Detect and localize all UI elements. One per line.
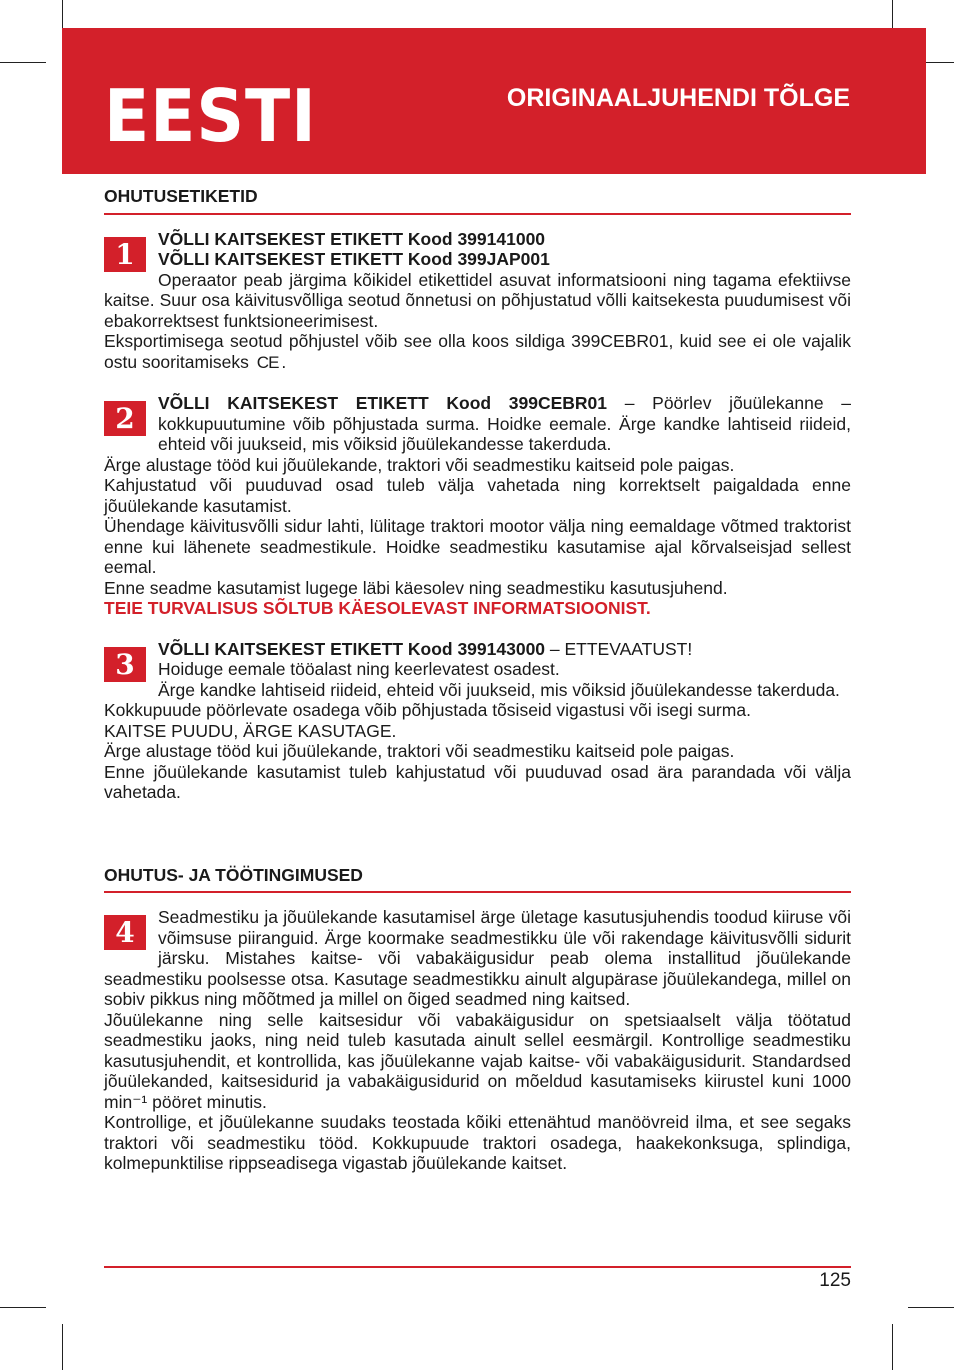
paragraph: Kokkupuude pöörlevate osadega võib põhjustada tõsiseid vigastusi või isegi surma.: [104, 700, 751, 720]
footer-divider: [104, 1266, 851, 1268]
paragraph-text: Eksportimisega seotud põhjustel võib see olla koos sildiga 399CEBR01, kuid see ei ole vajalik ostu sooritamiseks: [104, 331, 851, 372]
paragraph: Kahjustatud või puuduvad osad tuleb välja vahetada ning korrektselt paigaldada enne jõuülekande kasutamist.: [104, 475, 851, 516]
section-heading-operating-conditions: OHUTUS- JA TÖÖTINGIMUSED: [104, 861, 851, 894]
item-title-line: [104, 639, 851, 660]
label-item-3: [104, 639, 851, 803]
page-number: 125: [819, 1270, 851, 1291]
item-number-badge: 3: [104, 647, 146, 682]
crop-mark: [892, 1324, 893, 1370]
crop-mark: [908, 1307, 954, 1308]
paragraph: Enne jõuülekande kasutamist tuleb kahjustatud või puuduvad osad ära parandada või välja vahetada.: [104, 761, 851, 802]
paragraph: [104, 393, 851, 455]
paragraph: Seadmestiku ja jõuülekande kasutamisel ärge ületage kasutusjuhendis toodud kiiruse või võimsuse piiranguid. Ärge koormake seadmestikku üle või rakendage käivitusvõlli sidurit järsku. Mistahes kaitse- või vabakäigusidur peab olema installitud jõuülekande seadmestiku poolsesse otsa. Kasutage seadmestikku ainult algupärase jõuülekandega, millel on sobiv pikkus ning mõõtmed ja millel on õiged seadmed ning kaitsed.: [104, 907, 851, 1009]
warning-text: TEIE TURVALISUS SÕLTUB KÄESOLEVAST INFORMATSIOONIST.: [104, 598, 651, 618]
paragraph: [104, 331, 851, 373]
label-item-1: [104, 229, 851, 374]
paragraph: KAITSE PUUDU, ÄRGE KASUTAGE.: [104, 720, 397, 741]
item-title: VÕLLI KAITSEKEST ETIKETT Kood 399JAP001: [158, 249, 550, 269]
crop-mark: [0, 1307, 46, 1308]
paragraph: Ärge alustage tööd kui jõuülekande, traktori või seadmestiku kaitseid pole paigas.: [104, 741, 735, 761]
item-title-rest: – Pöörlev jõuülekanne – kokkupuutumine võib põhjustada surma. Hoidke eemale. Ärge kandke lahtiseid riideid, ehteid või juukseid, mis võiksid jõuülekandesse takerduda.: [158, 393, 851, 454]
item-title: VÕLLI KAITSEKEST ETIKETT Kood 399CEBR01: [158, 393, 608, 413]
item-number-badge: 1: [104, 237, 146, 272]
paragraph: Enne seadme kasutamist lugege läbi käesolev ning seadmestiku kasutusjuhend.: [104, 577, 728, 598]
paragraph: Ärge alustage tööd kui jõuülekande, traktori või seadmestiku kaitseid pole paigas.: [104, 454, 735, 475]
paragraph: Jõuülekanne ning selle kaitsesidur või vabakäigusidur on spetsiaalselt välja töötatud seadmestiku jaoks, ning neid tuleb kasutada ainult sellel eesmärgil. Kontrollige seadmestiku kasutusjuhendit, et kontrollida, kas jõuülekanne vajab kaitse- või vabakäigusidurit. Standardsed jõuülekanded, kaitsesidurid ja vabakäigusidurid on mõeldud kasutamiseks kiirustel kuni 1000 min⁻¹ pööret minutis.: [104, 1009, 851, 1112]
item-title-rest: – ETTEVAATUST!: [545, 638, 693, 659]
paragraph: Kontrollige, et jõuülekanne suudaks teostada kõiki ettenähtud manöövreid ilma, et see segaks traktori või seadmestiku tööd. Kokkupuude traktori osadega, haakekonksuga, splindiga, kolmepunktilise rippseadisega vigastab jõuülekande kaitset.: [104, 1112, 851, 1173]
crop-mark: [62, 1324, 63, 1370]
page-content: [104, 182, 851, 1194]
section-heading-safety-labels: OHUTUSETIKETID: [104, 182, 851, 215]
ce-mark-icon: CE: [256, 352, 279, 372]
label-item-2: [104, 393, 851, 619]
crop-mark: [0, 62, 46, 63]
item-number-badge: 2: [104, 401, 146, 436]
paragraph: Ühendage käivitusvõlli sidur lahti, lülitage traktori mootor välja ning eemaldage võtmed traktorist enne kui lähenete seadmestikule. Hoidke seadmestiku kasutamise ajal kõrvalseisjad sellest eemal.: [104, 516, 851, 577]
document-subtitle: ORIGINAALJUHENDI TÕLGE: [506, 84, 850, 112]
paragraph: Ärge kandke lahtiseid riideid, ehteid või juukseid, mis võiksid jõuülekandesse takerduda.: [158, 679, 840, 700]
paragraph: Operaator peab järgima kõikidel etikettidel asuvat informatsiooni ning tagama efektiivse kaitse. Suur osa käivitusvõlliga seotud õnnetusi on põhjustatud võlli kaitsekesta puudumisest või ebakorrektsest funktsioneerimisest.: [104, 269, 851, 331]
item-title: VÕLLI KAITSEKEST ETIKETT Kood 399141000: [158, 228, 546, 249]
item-title: VÕLLI KAITSEKEST ETIKETT Kood 399143000: [158, 638, 546, 659]
punctuation: .: [281, 351, 287, 372]
header-banner: [62, 28, 926, 174]
condition-item-4: [104, 907, 851, 1174]
language-title: EESTI: [104, 74, 317, 158]
paragraph: Hoiduge eemale tööalast ning keerlevatest osadest.: [158, 659, 560, 679]
item-number-badge: 4: [104, 915, 146, 950]
